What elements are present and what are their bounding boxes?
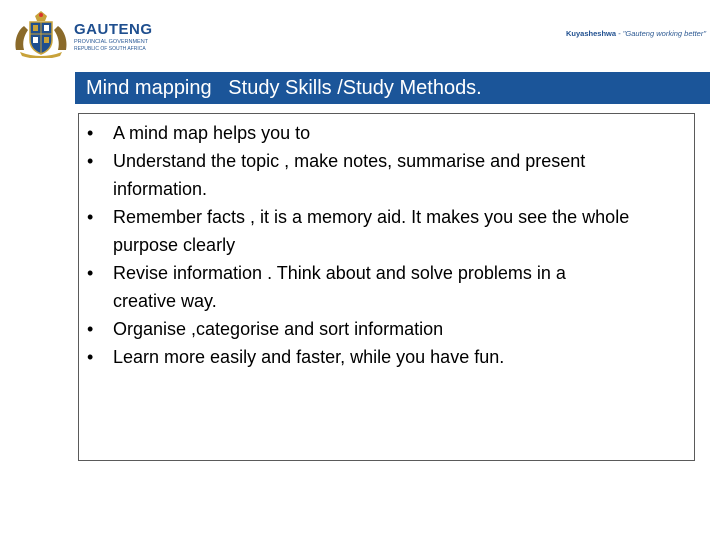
list-item-text: Understand the topic , make notes, summarise and present bbox=[113, 151, 586, 171]
bullet-icon: • bbox=[87, 263, 94, 283]
list-item-continuation: creative way. bbox=[113, 291, 217, 311]
list-item-continuation: purpose clearly bbox=[113, 235, 236, 255]
list-item-text: Revise information . Think about and solve problems in a bbox=[113, 263, 566, 283]
list-item bbox=[79, 315, 694, 343]
tagline-quote: - "Gauteng working better" bbox=[616, 29, 706, 38]
page-header bbox=[0, 0, 720, 68]
content-box bbox=[78, 113, 695, 461]
brand-subtitle: PROVINCIAL GOVERNMENT bbox=[74, 39, 149, 45]
slide-title-bar bbox=[75, 72, 710, 104]
list-item bbox=[79, 343, 694, 371]
bullet-icon: • bbox=[87, 123, 94, 143]
list-item-text: Learn more easily and faster, while you have fun. bbox=[113, 347, 505, 367]
coat-of-arms-icon bbox=[10, 10, 72, 58]
bullet-icon: • bbox=[87, 319, 94, 339]
bullet-icon: • bbox=[87, 207, 94, 227]
gauteng-logo bbox=[10, 10, 153, 58]
tagline-name: Kuyasheshwa bbox=[566, 29, 617, 38]
bullet-icon: • bbox=[87, 151, 94, 171]
list-item-continuation: information. bbox=[113, 179, 208, 199]
list-item bbox=[79, 147, 694, 203]
list-item-text: A mind map helps you to bbox=[113, 123, 311, 143]
list-item bbox=[79, 259, 694, 315]
bullet-list bbox=[79, 114, 694, 371]
list-item-text: Remember facts , it is a memory aid. It makes you see the whole bbox=[113, 207, 630, 227]
tagline bbox=[566, 29, 706, 38]
list-item-text: Organise ,categorise and sort information bbox=[113, 319, 444, 339]
brand-name: GAUTENG bbox=[74, 21, 153, 38]
brand-country: REPUBLIC OF SOUTH AFRICA bbox=[74, 46, 146, 52]
list-item bbox=[79, 203, 694, 259]
bullet-icon: • bbox=[87, 347, 94, 367]
list-item bbox=[79, 119, 694, 147]
slide-title: Mind mapping Study Skills /Study Methods. bbox=[86, 77, 482, 99]
brand-block bbox=[74, 22, 154, 52]
